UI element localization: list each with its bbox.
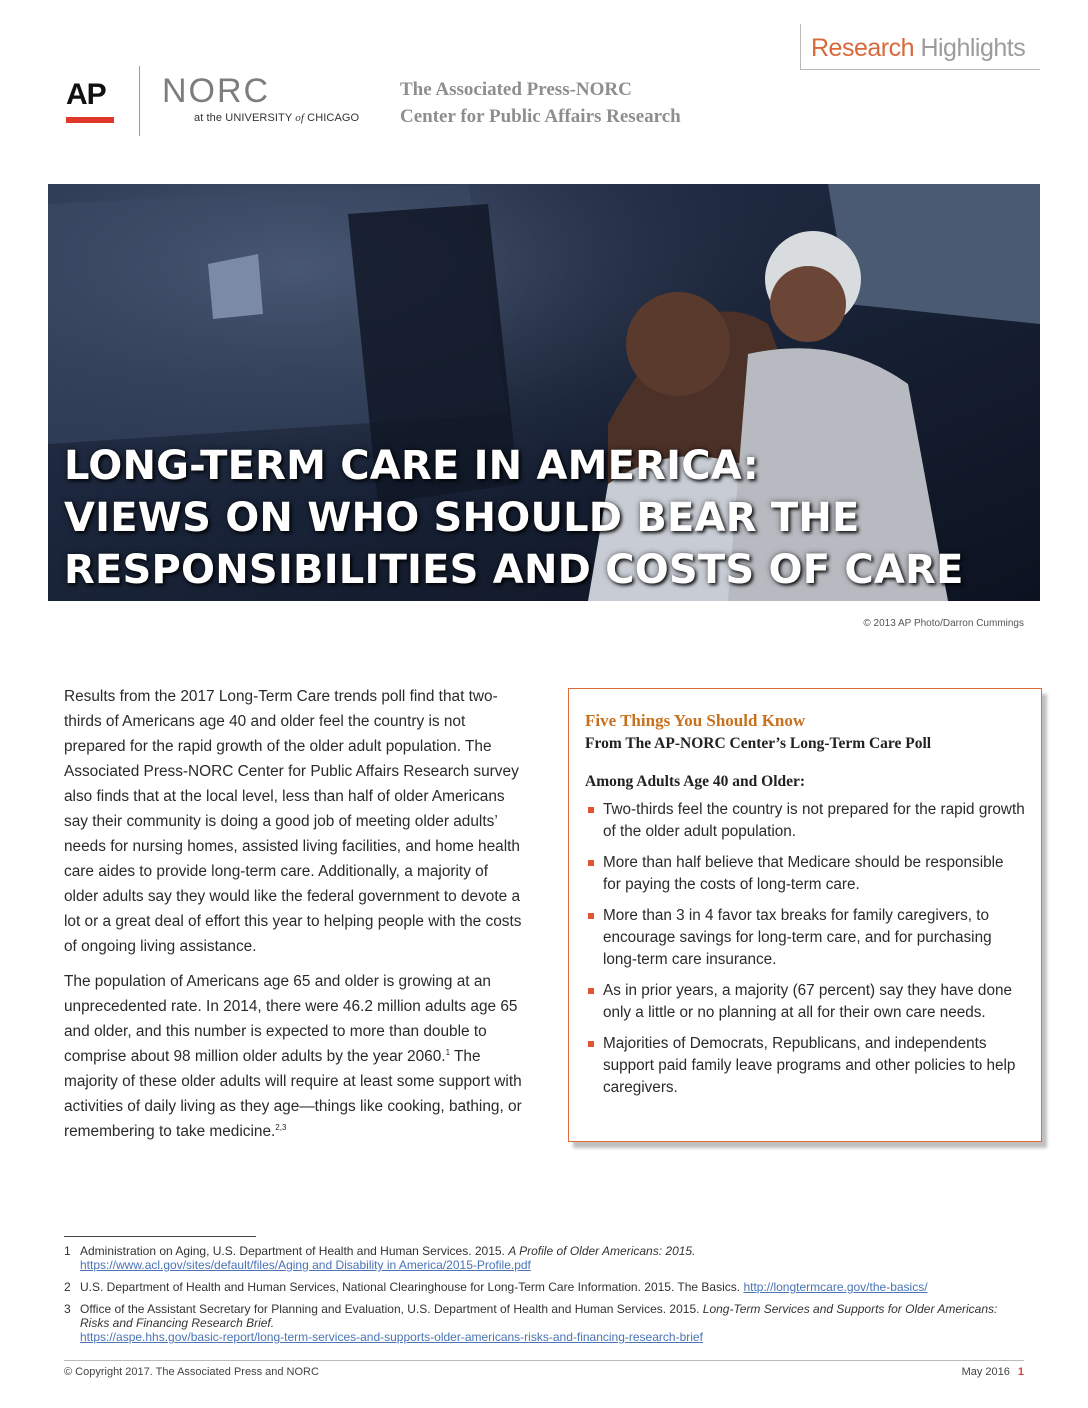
center-name xyxy=(400,76,681,130)
box-subtitle: From The AP-NORC Center’s Long-Term Care Poll xyxy=(585,735,932,752)
list-item-text: Majorities of Democrats, Republicans, and independents support paid family leave programs and other policies to help caregivers. xyxy=(603,1035,1016,1096)
body-paragraph-2 xyxy=(64,969,524,1144)
body-text xyxy=(64,684,524,1154)
footnote-1 xyxy=(64,1244,1024,1272)
list-item xyxy=(585,852,1025,896)
list-item xyxy=(585,905,1025,971)
box-among-heading: Among Adults Age 40 and Older: xyxy=(585,773,806,790)
footnote-ref-2-3[interactable]: 2,3 xyxy=(275,1123,287,1132)
photo-credit: © 2013 AP Photo/Darron Cummings xyxy=(863,618,1024,629)
footnote-text: Administration on Aging, U.S. Department of Health and Human Services. 2015. xyxy=(80,1244,509,1258)
hero-photo xyxy=(48,184,1040,601)
footnote-number: 3 xyxy=(64,1302,71,1316)
footnote-number: 2 xyxy=(64,1280,71,1294)
ap-logo: AP xyxy=(66,78,106,111)
bullet-square-icon xyxy=(588,1041,594,1047)
research-word: Research xyxy=(811,34,914,62)
norc-sub-of: of xyxy=(295,112,305,124)
box-list xyxy=(585,799,1025,1099)
footnote-title: A Profile of Older Americans: 2015. xyxy=(508,1244,696,1258)
footer-date: May 2016 xyxy=(961,1366,1010,1378)
bullet-square-icon xyxy=(588,807,594,813)
body-p2-part1: The population of Americans age 65 and older is growing at an unprecedented rate. In 2014, there were 46.2 million adults age 65 and older, and this number is expected to more than double to comprise about 98 million older adults by the year 2060. xyxy=(64,973,518,1065)
page-number: 1 xyxy=(1017,1366,1024,1378)
list-item-text: As in prior years, a majority (67 percent) say they have done only a little or no planning at all for their own care needs. xyxy=(603,982,1012,1021)
body-p2-part2: The majority of these older adults will require at least some support with activities of daily living as they age—things like cooking, bathing, or remembering to take medicine. xyxy=(64,1048,522,1140)
footnote-link[interactable]: https://www.acl.gov/sites/default/files/Aging and Disability in America/2015-Profile.pdf xyxy=(80,1258,531,1272)
box-title: Five Things You Should Know xyxy=(585,711,806,730)
footnote-text: U.S. Department of Health and Human Services, National Clearinghouse for Long-Term Care Information. 2015. The Basics. xyxy=(80,1280,744,1294)
bullet-square-icon xyxy=(588,988,594,994)
hero-title xyxy=(64,440,964,596)
footnotes xyxy=(64,1244,1024,1352)
list-item xyxy=(585,980,1025,1024)
footnote-text: Office of the Assistant Secretary for Planning and Evaluation, U.S. Department of Health and Human Services. 2015. xyxy=(80,1302,703,1316)
hero-title-line2: VIEWS ON WHO SHOULD BEAR THE xyxy=(64,495,860,541)
bullet-square-icon xyxy=(588,913,594,919)
footnote-link[interactable]: https://aspe.hhs.gov/basic-report/long-term-services-and-supports-older-americans-risks-and-financing-research-brief xyxy=(80,1330,703,1344)
footnote-title: Long-Term Services and Supports for Older Americans: Risks and Financing Research Brief. xyxy=(80,1302,998,1330)
highlights-word: Highlights xyxy=(920,34,1026,62)
list-item-text: More than half believe that Medicare should be responsible for paying the costs of long-term care. xyxy=(603,854,1004,893)
list-item-text: Two-thirds feel the country is not prepared for the rapid growth of the older adult population. xyxy=(603,801,1025,840)
list-item xyxy=(585,1033,1025,1099)
footnote-link[interactable]: http://longtermcare.gov/the-basics/ xyxy=(743,1280,928,1294)
list-item-text: More than 3 in 4 favor tax breaks for family caregivers, to encourage savings for long-term care, and for purchasing long-term care insurance. xyxy=(603,907,992,968)
footnote-number: 1 xyxy=(64,1244,71,1258)
footnote-3 xyxy=(64,1302,1024,1344)
center-name-line1: The Associated Press-NORC xyxy=(400,79,632,100)
norc-subtitle xyxy=(194,112,359,124)
copyright: © Copyright 2017. The Associated Press and NORC xyxy=(64,1366,319,1378)
hero-title-line3: RESPONSIBILITIES AND COSTS OF CARE xyxy=(64,547,964,593)
list-item xyxy=(585,799,1025,843)
center-name-line2: Center for Public Affairs Research xyxy=(400,106,681,127)
body-paragraph-1: Results from the 2017 Long-Term Care trends poll find that two-thirds of Americans age 40 and older feel the country is not prepared for the rapid growth of the older adult population. The Associated Press-NORC Center for Public Affairs Research survey also finds that at the local level, less than half of older Americans say their community is doing a good job of meeting older adults’ needs for nursing homes, assisted living facilities, and home health care aides to provide long-term care. Additionally, a majority of older adults say they would like the federal government to devote a lot or a great deal of effort this year to helping people with the costs of ongoing living assistance. xyxy=(64,688,522,955)
footnote-2 xyxy=(64,1280,1024,1294)
norc-sub-prefix: at the UNIVERSITY xyxy=(194,112,293,124)
norc-logo: NORC xyxy=(162,72,271,110)
five-things-box xyxy=(568,688,1042,1142)
footer-date-page xyxy=(962,1366,1024,1378)
footer-rule xyxy=(64,1360,1024,1361)
ap-logo-bar xyxy=(66,117,114,123)
norc-sub-suffix: CHICAGO xyxy=(307,112,360,124)
research-highlights-label xyxy=(800,24,1040,70)
logo-divider xyxy=(139,66,140,136)
bullet-square-icon xyxy=(588,860,594,866)
footnote-rule xyxy=(64,1236,256,1237)
hero-title-line1: LONG-TERM CARE IN AMERICA: xyxy=(64,443,759,489)
footnote-ref-1[interactable]: 1 xyxy=(445,1048,451,1057)
